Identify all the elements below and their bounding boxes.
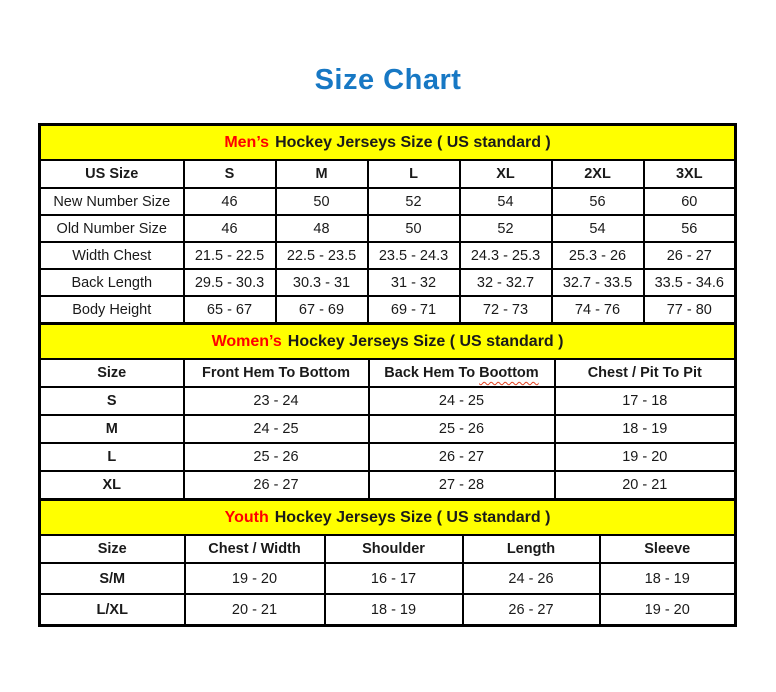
mens-size-table [38, 123, 737, 325]
table-cell: 29.5 - 30.3 [184, 269, 276, 296]
table-cell: 23 - 24 [184, 387, 369, 415]
column-header: S [184, 160, 276, 188]
column-header: Chest / Pit To Pit [555, 359, 736, 387]
table-cell: 31 - 32 [368, 269, 460, 296]
mens-section-title-accent: Men’s [224, 133, 270, 151]
mens-section-title-rest: Hockey Jerseys Size ( US standard ) [275, 133, 551, 151]
table-cell: 25 - 26 [369, 415, 555, 443]
spellcheck-squiggle-word: Boottom [479, 365, 539, 381]
table-cell: 19 - 20 [555, 443, 736, 471]
table-cell: 50 [368, 215, 460, 242]
column-header: 2XL [552, 160, 644, 188]
table-row [40, 269, 736, 296]
table-cell: 56 [552, 188, 644, 215]
table-cell: 26 - 27 [369, 443, 555, 471]
table-cell: 23.5 - 24.3 [368, 242, 460, 269]
table-cell: 46 [184, 188, 276, 215]
mens-section-band [40, 125, 736, 161]
table-cell: 26 - 27 [644, 242, 736, 269]
table-cell: 30.3 - 31 [276, 269, 368, 296]
table-cell: 21.5 - 22.5 [184, 242, 276, 269]
row-label: XL [40, 471, 184, 500]
row-label: Back Length [40, 269, 184, 296]
table-cell: 24 - 25 [184, 415, 369, 443]
table-row [40, 242, 736, 269]
table-cell: 65 - 67 [184, 296, 276, 324]
size-chart-tables [38, 123, 734, 627]
table-cell: 18 - 19 [325, 594, 463, 626]
table-cell: 33.5 - 34.6 [644, 269, 736, 296]
row-label: Old Number Size [40, 215, 184, 242]
table-row [40, 415, 736, 443]
table-cell: 19 - 20 [600, 594, 736, 626]
table-cell: 52 [368, 188, 460, 215]
table-cell: 24 - 25 [369, 387, 555, 415]
table-cell: 18 - 19 [555, 415, 736, 443]
table-cell: 16 - 17 [325, 563, 463, 594]
youth-section-band [40, 500, 736, 536]
table-cell: 20 - 21 [555, 471, 736, 500]
column-header: Chest / Width [185, 535, 325, 563]
table-row [40, 471, 736, 500]
column-header: 3XL [644, 160, 736, 188]
column-header: Size [40, 535, 185, 563]
womens-section-title-accent: Women’s [211, 332, 282, 350]
column-header-misspelled: Back Hem To Boottom [369, 359, 555, 387]
youth-size-table [38, 498, 737, 627]
table-cell: 24 - 26 [463, 563, 600, 594]
womens-header-row [40, 359, 736, 387]
mens-header-row [40, 160, 736, 188]
column-header: Front Hem To Bottom [184, 359, 369, 387]
table-cell: 24.3 - 25.3 [460, 242, 552, 269]
mens-section-title [40, 125, 736, 161]
row-label: Body Height [40, 296, 184, 324]
table-row [40, 215, 736, 242]
womens-section-title [40, 324, 736, 360]
table-cell: 54 [552, 215, 644, 242]
table-cell: 26 - 27 [463, 594, 600, 626]
row-label: S/M [40, 563, 185, 594]
row-label: L/XL [40, 594, 185, 626]
womens-size-table [38, 322, 737, 501]
table-row [40, 563, 736, 594]
table-cell: 25.3 - 26 [552, 242, 644, 269]
youth-header-row [40, 535, 736, 563]
table-row [40, 296, 736, 324]
table-cell: 52 [460, 215, 552, 242]
column-header: Length [463, 535, 600, 563]
table-cell: 46 [184, 215, 276, 242]
table-cell: 27 - 28 [369, 471, 555, 500]
table-cell: 26 - 27 [184, 471, 369, 500]
column-header: Sleeve [600, 535, 736, 563]
table-row [40, 387, 736, 415]
youth-section-title-accent: Youth [224, 508, 269, 526]
row-label: M [40, 415, 184, 443]
row-label: New Number Size [40, 188, 184, 215]
table-cell: 32.7 - 33.5 [552, 269, 644, 296]
table-cell: 50 [276, 188, 368, 215]
youth-section-title-rest: Hockey Jerseys Size ( US standard ) [274, 508, 551, 526]
womens-section-title-rest: Hockey Jerseys Size ( US standard ) [287, 332, 564, 350]
table-cell: 20 - 21 [185, 594, 325, 626]
row-label: Width Chest [40, 242, 184, 269]
table-cell: 74 - 76 [552, 296, 644, 324]
column-header: Size [40, 359, 184, 387]
womens-section-band [40, 324, 736, 360]
table-cell: 77 - 80 [644, 296, 736, 324]
table-cell: 17 - 18 [555, 387, 736, 415]
page-title: Size Chart [314, 64, 462, 96]
table-cell: 48 [276, 215, 368, 242]
column-header: US Size [40, 160, 184, 188]
table-cell: 54 [460, 188, 552, 215]
table-cell: 19 - 20 [185, 563, 325, 594]
table-cell: 56 [644, 215, 736, 242]
row-label: S [40, 387, 184, 415]
table-cell: 72 - 73 [460, 296, 552, 324]
table-row [40, 188, 736, 215]
column-header: Shoulder [325, 535, 463, 563]
table-cell: 69 - 71 [368, 296, 460, 324]
table-cell: 25 - 26 [184, 443, 369, 471]
table-cell: 60 [644, 188, 736, 215]
row-label: L [40, 443, 184, 471]
table-row [40, 443, 736, 471]
table-cell: 22.5 - 23.5 [276, 242, 368, 269]
youth-section-title [40, 500, 736, 536]
table-cell: 18 - 19 [600, 563, 736, 594]
table-cell: 32 - 32.7 [460, 269, 552, 296]
table-row [40, 594, 736, 626]
column-header: L [368, 160, 460, 188]
table-cell: 67 - 69 [276, 296, 368, 324]
column-header: M [276, 160, 368, 188]
column-header: XL [460, 160, 552, 188]
